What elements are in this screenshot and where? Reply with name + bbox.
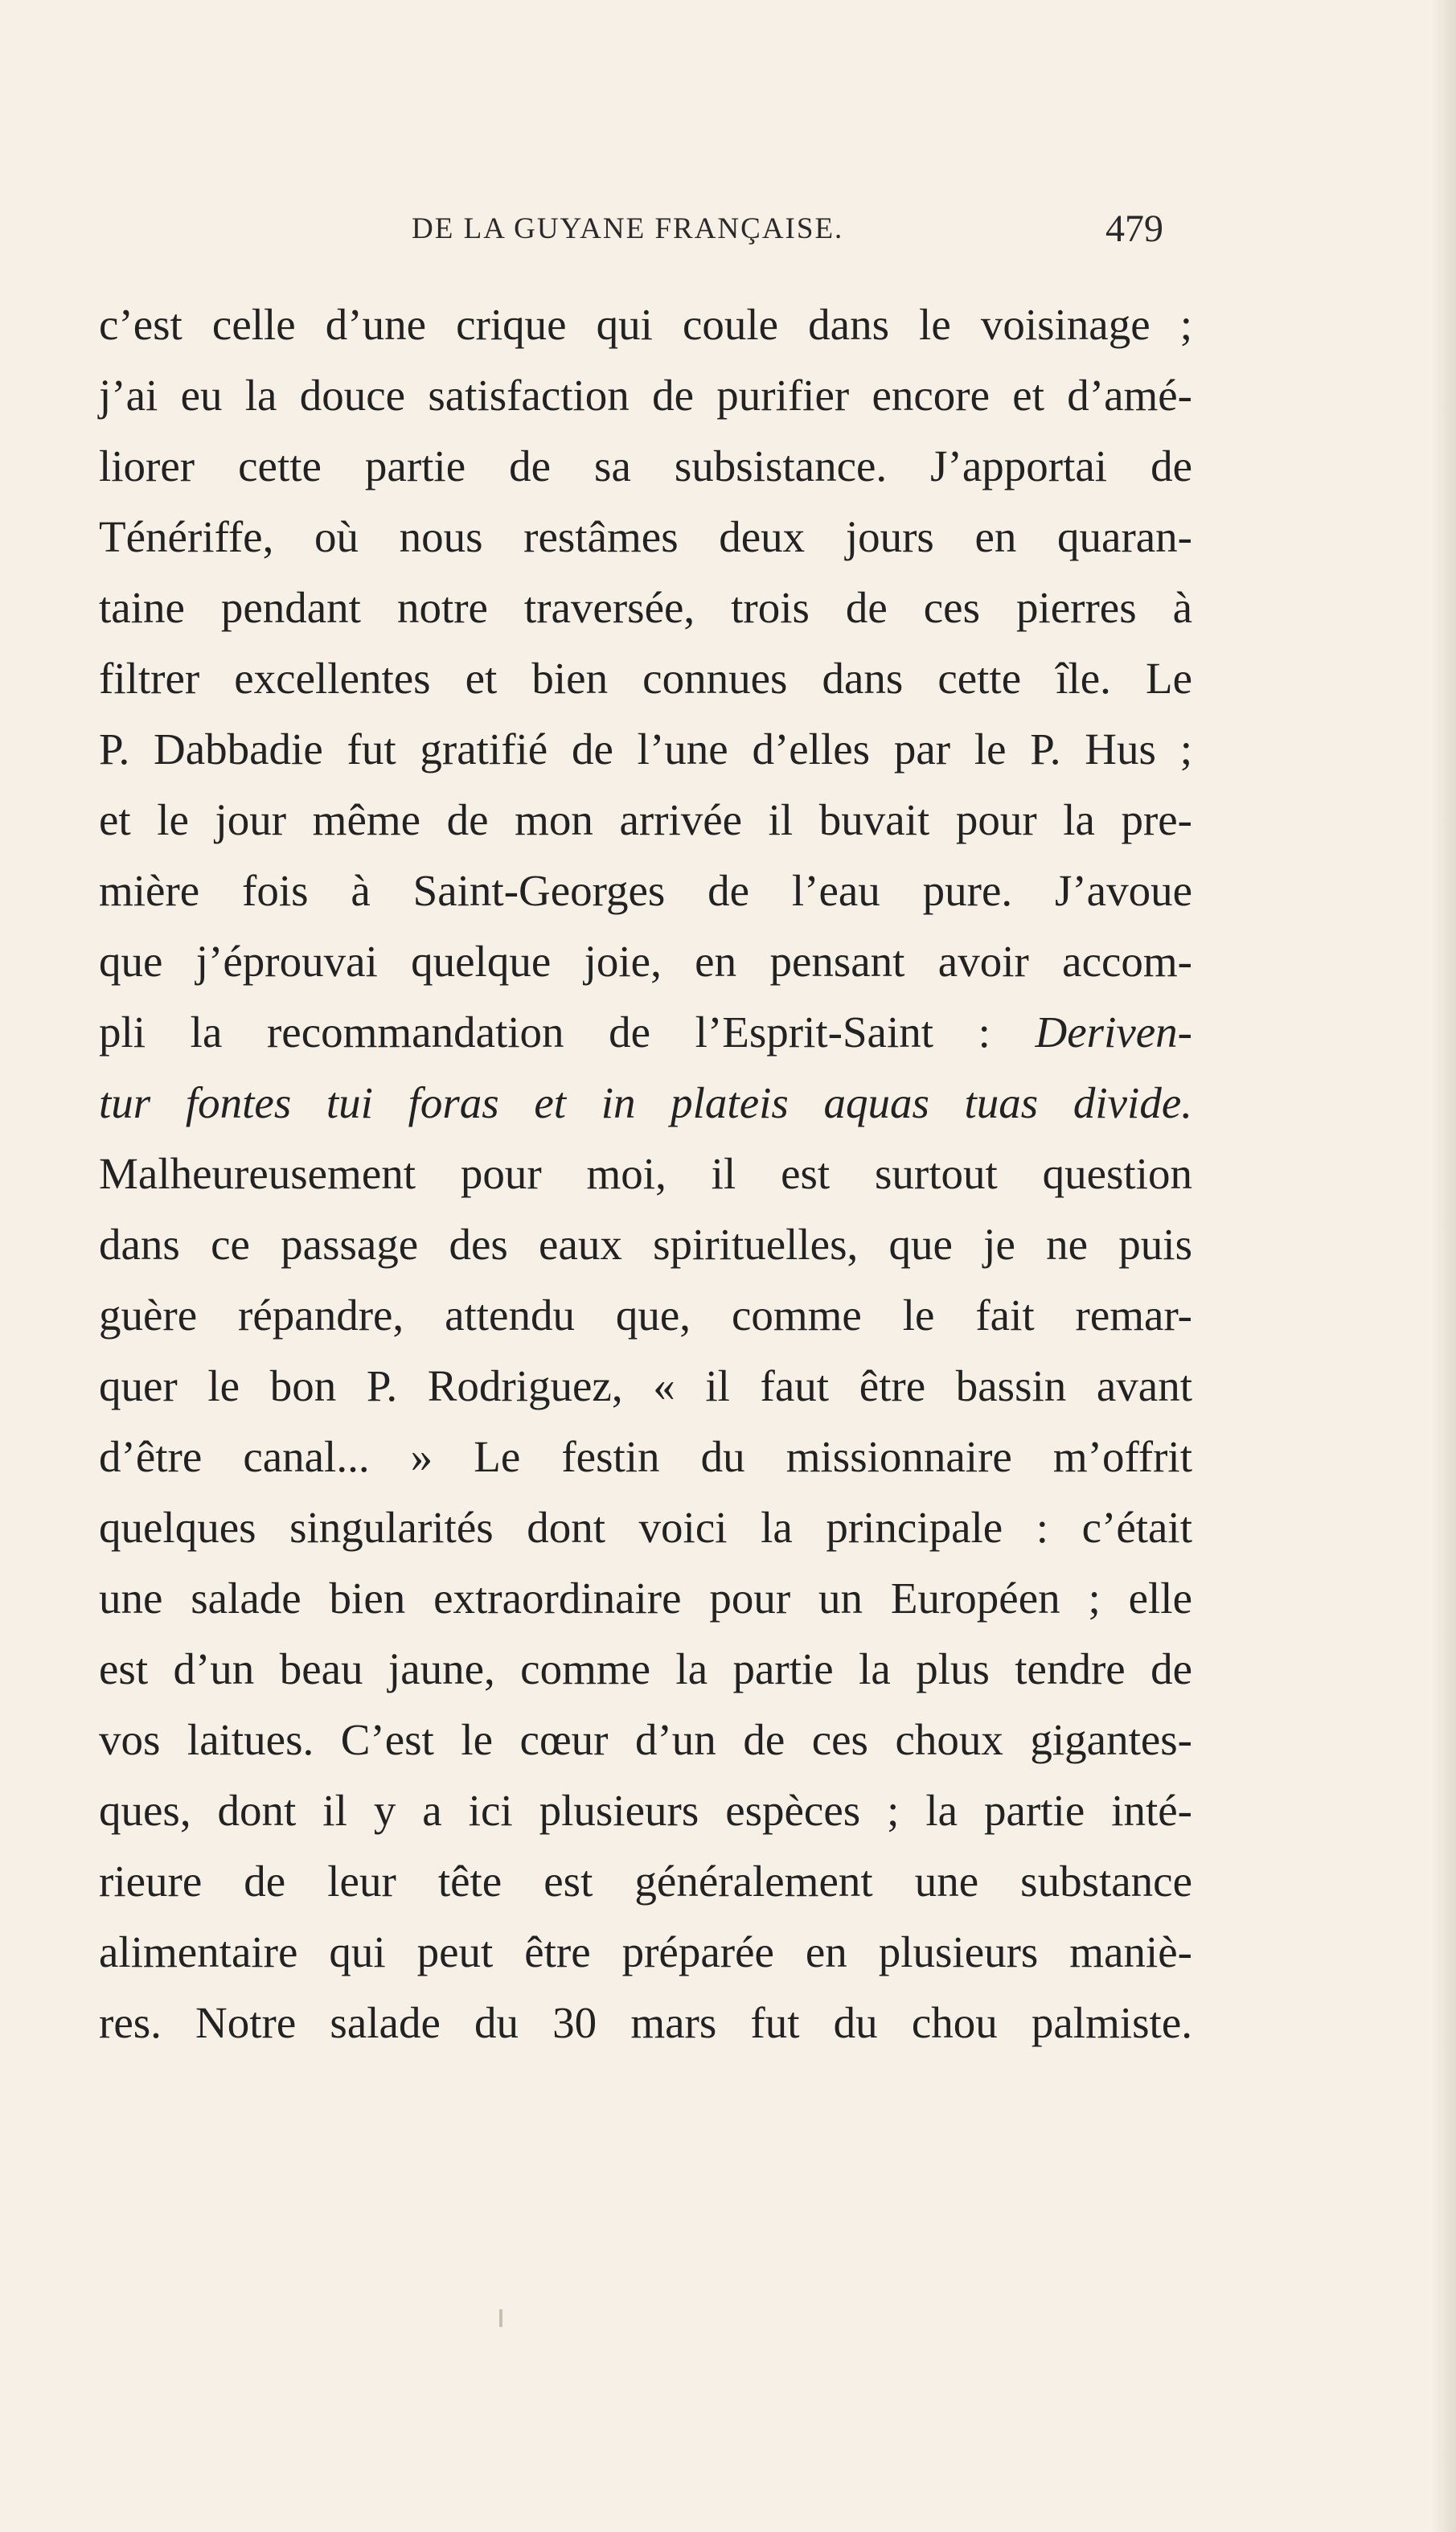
text-line: vos laitues. C’est le cœur d’un de ces choux gigantes-	[99, 1715, 1192, 1764]
text-line: pli la recommandation de l’Esprit-Saint : Deriven-	[99, 1007, 1192, 1057]
running-title: DE LA GUYANE FRANÇAISE.	[412, 212, 844, 245]
text-line: une salade bien extraordinaire pour un Européen ; elle	[99, 1574, 1192, 1623]
text-line: rieure de leur tête est généralement une substance	[99, 1857, 1192, 1906]
body-text	[99, 289, 1192, 2058]
text-line: Ténériffe, où nous restâmes deux jours en quaran-	[99, 512, 1192, 561]
page-edge-shadow	[1432, 0, 1456, 2532]
page-number: 479	[1105, 207, 1163, 250]
text-line	[99, 1068, 1192, 1139]
text-line: res. Notre salade du 30 mars fut du chou palmiste.	[99, 1998, 1192, 2047]
text-line: d’être canal... » Le festin du missionnaire m’offrit	[99, 1432, 1192, 1481]
text-line: quelques singularités dont voici la principale : c’était	[99, 1503, 1192, 1552]
text-line: guère répandre, attendu que, comme le fait remar-	[99, 1291, 1192, 1340]
text-line: j’ai eu la douce satisfaction de purifier encore et d’amé-	[99, 371, 1192, 420]
text-line: que j’éprouvai quelque joie, en pensant avoir accom-	[99, 937, 1192, 986]
text-line: est d’un beau jaune, comme la partie la plus tendre de	[99, 1644, 1192, 1693]
running-head	[0, 207, 1456, 260]
text-line: ques, dont il y a ici plusieurs espèces ; la partie inté-	[99, 1786, 1192, 1835]
latin-quote: tur fontes tui foras et in plateis aquas tuas divide.	[99, 1078, 1192, 1127]
text-line: quer le bon P. Rodriguez, « il faut être bassin avant	[99, 1361, 1192, 1410]
text-line: liorer cette partie de sa subsistance. J’apportai de	[99, 441, 1192, 490]
text-line: dans ce passage des eaux spirituelles, que je ne puis	[99, 1220, 1192, 1269]
text-line: alimentaire qui peut être préparée en plusieurs maniè-	[99, 1927, 1192, 1976]
text-line: et le jour même de mon arrivée il buvait pour la pre-	[99, 795, 1192, 844]
text-line: filtrer excellentes et bien connues dans cette île. Le	[99, 654, 1192, 703]
text-line: Malheureusement pour moi, il est surtout question	[99, 1149, 1192, 1198]
printer-mark	[499, 2309, 502, 2327]
text-line: P. Dabbadie fut gratifié de l’une d’elles par le P. Hus ;	[99, 724, 1192, 774]
latin-quote: Deriven-	[1035, 1007, 1192, 1057]
text-line: mière fois à Saint-Georges de l’eau pure. J’avoue	[99, 866, 1192, 915]
text-line: c’est celle d’une crique qui coule dans le voisinage ;	[99, 300, 1192, 349]
text-line: taine pendant notre traversée, trois de ces pierres à	[99, 583, 1192, 632]
